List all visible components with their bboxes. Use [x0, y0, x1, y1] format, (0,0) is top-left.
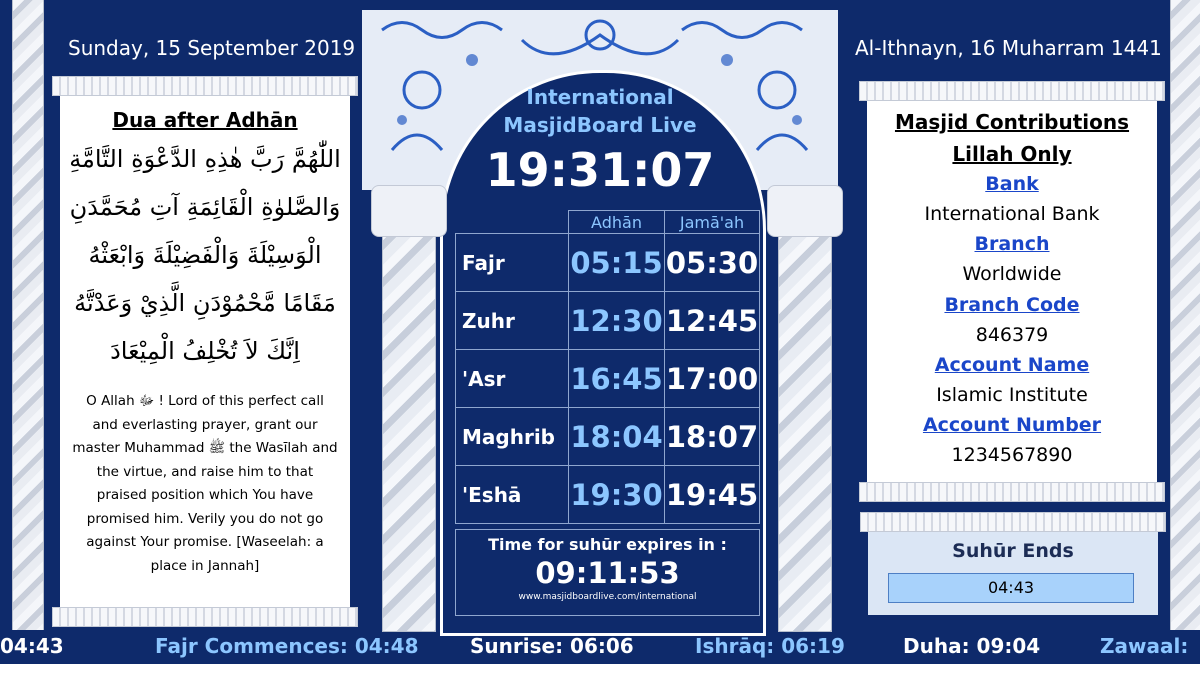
adhan-time: 19:30	[569, 466, 665, 524]
ticker-item: Sunrise: 06:06	[470, 634, 634, 658]
header-blank	[456, 211, 569, 234]
account-name-label: Account Name	[934, 354, 1090, 376]
adhan-time: 16:45	[569, 350, 665, 408]
left-column-capital	[371, 185, 447, 237]
prayer-name: 'Asr	[456, 350, 569, 408]
jamaah-time: 05:30	[665, 234, 760, 292]
adhan-time: 05:15	[569, 234, 665, 292]
contrib-panel-top-cap	[859, 81, 1165, 101]
right-column-capital	[767, 185, 843, 237]
branch-value: Worldwide	[962, 263, 1062, 285]
adhan-time: 18:04	[569, 408, 665, 466]
dua-title: Dua after Adhān	[112, 108, 298, 132]
dua-arabic-line-4: مَقَامًا مَّحْمُوْدَنِ الَّذِيْ وَعَدْتَّهُ	[74, 289, 336, 317]
adhan-time: 12:30	[569, 292, 665, 350]
bank-value: International Bank	[924, 203, 1100, 225]
current-time-clock: 19:31:07	[485, 143, 715, 197]
masjid-name-line-1: International	[526, 85, 674, 109]
ticker-item: Ishrāq: 06:19	[695, 634, 845, 658]
prayer-row-asr	[456, 350, 760, 408]
dua-arabic-line-5: اِنَّكَ لاَ تُخْلِفُ الْمِيْعَادَ	[110, 337, 300, 365]
prayer-row-esha	[456, 466, 760, 524]
ticker-item: Duha: 09:04	[903, 634, 1041, 658]
bank-label: Bank	[985, 173, 1039, 195]
gregorian-date: Sunday, 15 September 2019	[68, 36, 356, 60]
center-right-column	[778, 190, 832, 632]
bottom-strip	[0, 664, 1200, 684]
account-name-value: Islamic Institute	[936, 384, 1088, 406]
branch-code-label: Branch Code	[944, 294, 1080, 316]
prayer-name: Maghrib	[456, 408, 569, 466]
center-left-column	[382, 190, 436, 632]
suhur-ends-panel	[868, 520, 1158, 615]
hijri-date: Al-Ithnayn, 16 Muharram 1441	[855, 36, 1162, 60]
times-ticker	[0, 628, 1200, 664]
jamaah-time: 18:07	[665, 408, 760, 466]
contributions-title: Masjid Contributions	[894, 110, 1130, 134]
account-number-label: Account Number	[922, 414, 1102, 436]
prayer-name: 'Eshā	[456, 466, 569, 524]
masjid-name	[470, 83, 730, 139]
ticker-item: Zawaal:	[1100, 634, 1189, 658]
header-adhan: Adhān	[569, 211, 665, 234]
contributions-subtitle: Lillah Only	[952, 142, 1072, 166]
prayer-row-fajr	[456, 234, 760, 292]
left-pillar-decoration	[12, 0, 44, 630]
masjid-name-line-2: MasjidBoard Live	[503, 113, 697, 137]
suhur-ends-time: 04:43	[888, 573, 1134, 603]
ticker-item: 04:43	[0, 634, 64, 658]
prayer-row-zuhr	[456, 292, 760, 350]
prayer-table-header	[456, 211, 760, 234]
suhur-panel-cap	[860, 512, 1166, 532]
suhur-countdown-value: 09:11:53	[535, 556, 680, 590]
dua-arabic-line-1: اللّٰهُمَّ رَبَّ هٰذِهِ الدَّعْوَةِ التَّامَّةِ	[69, 145, 341, 173]
dua-arabic-line-3: الْوَسِيْلَةَ وَالْفَضِيْلَةَ وَابْعَثْهُ	[88, 241, 322, 269]
jamaah-time: 12:45	[665, 292, 760, 350]
dua-panel	[60, 90, 350, 615]
suhur-ends-label: Suhūr Ends	[952, 540, 1074, 562]
prayer-name: Fajr	[456, 234, 569, 292]
right-pillar-decoration	[1170, 0, 1200, 630]
suhur-countdown-label: Time for suhūr expires in :	[488, 535, 727, 554]
prayer-name: Zuhr	[456, 292, 569, 350]
prayer-row-maghrib	[456, 408, 760, 466]
dua-translation: O Allah ﷻ ! Lord of this perfect call and everlasting prayer, grant our master Muhammad ﷺ the Wasīlah and the virtue, and raise him to that praised position which You have promised him. Verily you do not go against Your promise. [Waseelah: a place in Jannah]	[72, 393, 338, 574]
account-number-value: 1234567890	[951, 444, 1073, 466]
branch-code-value: 846379	[975, 324, 1049, 346]
contrib-panel-bottom-cap	[859, 482, 1165, 502]
contributions-panel	[867, 95, 1157, 492]
prayer-times-table	[455, 210, 760, 524]
dua-panel-top-cap	[52, 76, 358, 96]
ticker-item: Fajr Commences: 04:48	[155, 634, 419, 658]
jamaah-time: 19:45	[665, 466, 760, 524]
branch-label: Branch	[974, 233, 1050, 255]
dua-arabic-line-2: وَالصَّلوٰةِ الْقَائِمَةِ آتِ مُحَمَّدَنِ	[69, 193, 341, 221]
site-url: www.masjidboardlive.com/international	[518, 592, 697, 602]
suhur-countdown-box	[455, 529, 760, 616]
jamaah-time: 17:00	[665, 350, 760, 408]
header-jamaah: Jamā'ah	[665, 211, 760, 234]
dua-panel-bottom-cap	[52, 607, 358, 627]
